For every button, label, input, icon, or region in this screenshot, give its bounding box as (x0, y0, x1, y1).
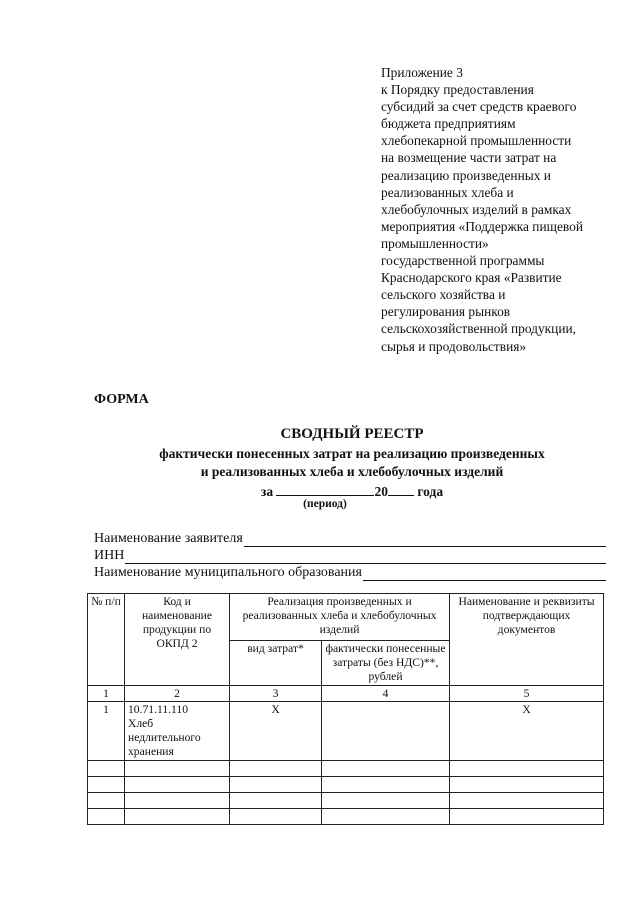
document-subtitle-line1: фактически понесенных затрат на реализацию произведенных (159, 446, 545, 461)
column-number: 2 (125, 686, 230, 702)
appendix-line: сырья и продовольствия» (381, 338, 527, 354)
appendix-line: хлебобулочных изделий в рамках (381, 201, 572, 217)
inn-field (94, 547, 606, 564)
applicant-label: Наименование заявителя (94, 531, 243, 546)
empty-cell[interactable] (450, 777, 604, 793)
appendix-line: Краснодарского края «Развитие (381, 270, 562, 286)
empty-cell[interactable] (322, 793, 450, 809)
registry-table (87, 593, 604, 825)
column-number: 1 (88, 686, 125, 702)
year-blank[interactable] (388, 483, 414, 496)
empty-cell[interactable] (125, 793, 230, 809)
row-num: 1 (88, 702, 125, 761)
appendix-line: реализованных хлеба и (381, 184, 514, 200)
empty-cell[interactable] (322, 777, 450, 793)
empty-cell[interactable] (88, 761, 125, 777)
municipality-label: Наименование муниципального образования (94, 565, 362, 580)
appendix-line: государственной программы (381, 253, 545, 269)
appendix-line: на возмещение части затрат на (381, 150, 557, 166)
period-note: (период) (303, 498, 347, 510)
appendix-line: субсидий за счет средств краевого (381, 99, 577, 115)
empty-cell[interactable] (450, 761, 604, 777)
inn-label: ИНН (94, 548, 125, 563)
header-num: № п/п (88, 594, 125, 686)
applicant-field (94, 530, 606, 547)
empty-cell[interactable] (230, 777, 322, 793)
period-blank[interactable] (276, 483, 374, 496)
header-documents: Наименование и реквизиты подтверждающих документов (450, 594, 604, 686)
row-code: 10.71.11.110 (128, 703, 189, 716)
empty-cell[interactable] (450, 809, 604, 825)
table-row-empty (88, 761, 604, 777)
empty-cell[interactable] (230, 793, 322, 809)
table-header-row (88, 594, 604, 641)
empty-cell[interactable] (125, 761, 230, 777)
appendix-block (381, 64, 626, 355)
row-actual-costs[interactable] (322, 702, 450, 761)
document-title: СВОДНЫЙ РЕЕСТР (280, 426, 424, 442)
empty-cell[interactable] (88, 777, 125, 793)
municipality-input-line[interactable] (363, 567, 606, 581)
empty-cell[interactable] (125, 809, 230, 825)
empty-cell[interactable] (88, 793, 125, 809)
appendix-line: мероприятия «Поддержка пищевой (381, 218, 583, 234)
header-code: Код и наименование продукции по ОКПД 2 (125, 594, 230, 686)
empty-cell[interactable] (125, 777, 230, 793)
appendix-line: реализацию произведенных и (381, 167, 551, 183)
appendix-line: Приложение 3 (381, 65, 463, 80)
empty-cell[interactable] (230, 761, 322, 777)
column-number-row (88, 686, 604, 702)
appendix-line: бюджета предприятиям (381, 116, 516, 132)
period-year-prefix: 20 (374, 484, 388, 499)
empty-cell[interactable] (322, 761, 450, 777)
column-number: 5 (450, 686, 604, 702)
row-documents: X (450, 702, 604, 761)
row-code-cell (125, 702, 230, 761)
document-subtitle-line2: и реализованных хлеба и хлебобулочных изделий (200, 464, 504, 479)
appendix-line: регулирования рынков (381, 304, 511, 320)
header-cost-type: вид затрат* (230, 641, 322, 686)
header-actual-costs: фактически понесенные затраты (без НДС)**, рублей (322, 641, 450, 686)
table-row-empty (88, 793, 604, 809)
appendix-line: сельского хозяйства и (381, 287, 506, 303)
municipality-field (94, 564, 606, 581)
appendix-line: сельскохозяйственной продукции, (381, 321, 577, 337)
table-row (88, 702, 604, 761)
form-label: ФОРМА (94, 392, 149, 407)
empty-cell[interactable] (230, 809, 322, 825)
empty-cell[interactable] (450, 793, 604, 809)
period-prefix: за (260, 484, 274, 499)
period-line (94, 483, 610, 500)
row-product-name: Хлеб недлительного хранения (128, 717, 201, 758)
inn-input-line[interactable] (125, 550, 606, 564)
table-row-empty (88, 809, 604, 825)
applicant-input-line[interactable] (244, 533, 606, 547)
header-realization: Реализация произведенных и реализованных хлеба и хлебобулочных изделий (230, 594, 450, 641)
column-number: 4 (322, 686, 450, 702)
empty-cell[interactable] (88, 809, 125, 825)
appendix-line: к Порядку предоставления (381, 82, 534, 98)
column-number: 3 (230, 686, 322, 702)
row-cost-type: X (230, 702, 322, 761)
appendix-line: промышленности» (381, 235, 489, 251)
appendix-line: хлебопекарной промышленности (381, 133, 572, 149)
empty-cell[interactable] (322, 809, 450, 825)
table-row-empty (88, 777, 604, 793)
period-suffix: года (417, 484, 444, 499)
